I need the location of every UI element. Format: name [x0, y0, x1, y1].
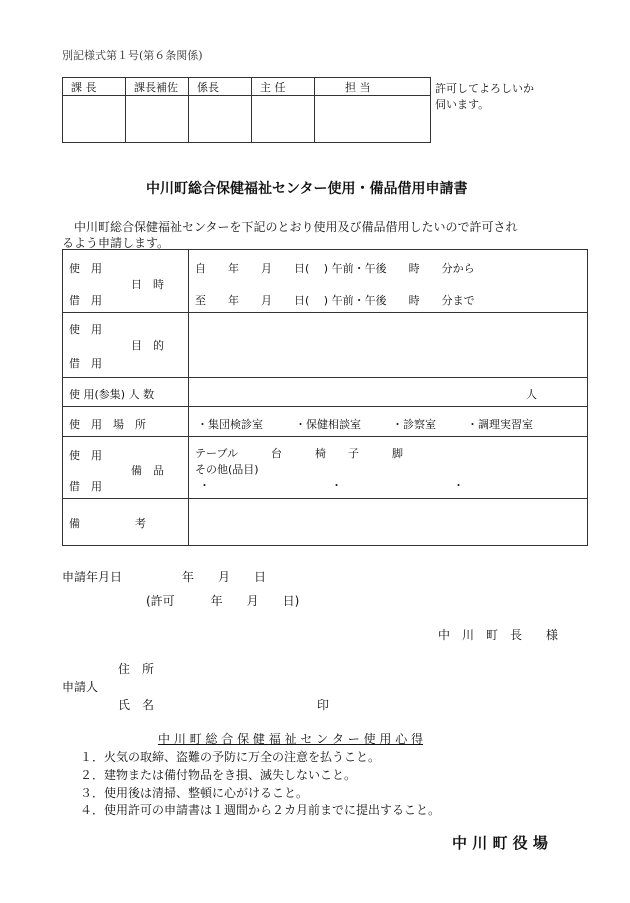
label: 使 用	[69, 262, 102, 275]
rules-title: 中 川 町 総 合 保 健 福 祉 セ ン タ ー 使 用 心 得	[158, 732, 424, 746]
rule-item: ３．使用後は清掃、整頓に心がけること。	[80, 786, 309, 800]
intro-line1: 中川町総合保健福祉センターを下記のとおり使用及び備品借用したいので許可され	[74, 220, 518, 234]
rule-item: ４．使用許可の申請書は１週間から２カ月前までに提出すること。	[80, 803, 441, 817]
label: 日 時	[131, 278, 164, 291]
label: 使 用(参集) 人 数	[69, 388, 155, 401]
row-datetime	[63, 250, 588, 313]
label: 備 品	[131, 464, 164, 477]
application-table	[62, 249, 588, 546]
seal-mark: 印	[317, 698, 330, 712]
label: 備 考	[69, 517, 146, 530]
approval-header: 担 当	[315, 78, 431, 96]
rule-item: １．火気の取締、盗難の予防に万全の注意を払うこと。	[80, 750, 381, 764]
approval-stamp-box	[126, 96, 189, 143]
approval-header: 課 長	[63, 78, 126, 96]
addressee: 中 川 町 長 様	[438, 628, 559, 642]
datetime-from-field[interactable]: 自 年 月 日( ) 午前・午後 時 分から	[195, 262, 475, 275]
form-number: 別記様式第１号(第６条関係)	[62, 49, 203, 62]
row-remarks	[63, 499, 588, 546]
applicant-address-label: 住 所	[118, 662, 155, 676]
approval-stamp-table	[62, 77, 431, 143]
applicant-name-label: 氏 名	[118, 698, 155, 712]
rule-item: ２．建物または備付物品をき損、滅失しないこと。	[80, 768, 357, 782]
remarks-field[interactable]	[189, 499, 588, 546]
label: 目 的	[131, 339, 164, 352]
purpose-field[interactable]	[189, 313, 588, 378]
label: 使 用 場 所	[69, 418, 146, 431]
approval-header: 主 任	[252, 78, 315, 96]
approval-header: 係長	[189, 78, 252, 96]
label: 使 用	[69, 323, 102, 336]
label: 借 用	[69, 357, 102, 370]
equipment-bullet: ・	[453, 479, 464, 492]
approval-stamp-box	[63, 96, 126, 143]
row-purpose	[63, 313, 588, 378]
page-title: 中川町総合保健福祉センター使用・備品借用申請書	[146, 181, 468, 197]
row-count	[63, 378, 588, 407]
apply-date[interactable]: 申請年月日 年 月 日	[62, 570, 267, 584]
row-place	[63, 407, 588, 437]
count-field[interactable]	[189, 378, 588, 407]
count-unit: 人	[526, 388, 537, 401]
approval-stamp-box	[252, 96, 315, 143]
approval-note-line1: 許可してよろしいか	[435, 82, 534, 95]
place-option[interactable]: ・診察室	[392, 418, 436, 431]
row-equipment	[63, 437, 588, 499]
label: 使 用	[69, 449, 102, 462]
approval-note-line2: 伺います。	[435, 98, 490, 111]
label: 借 用	[69, 480, 102, 493]
place-option[interactable]: ・保健相談室	[295, 418, 361, 431]
equipment-line2: その他(品目)	[195, 463, 259, 476]
place-option[interactable]: ・集団検診室	[197, 418, 263, 431]
equipment-bullet: ・	[199, 479, 210, 492]
equipment-bullet: ・	[331, 479, 342, 492]
place-option[interactable]: ・調理実習室	[467, 418, 533, 431]
datetime-to-field[interactable]: 至 年 月 日( ) 午前・午後 時 分まで	[195, 294, 475, 307]
equipment-line1: テーブル 台 椅 子 脚	[195, 447, 404, 460]
permit-date: (許可 年 月 日)	[146, 594, 300, 608]
approval-header: 課長補佐	[126, 78, 189, 96]
approval-stamp-box	[189, 96, 252, 143]
label: 借 用	[69, 294, 102, 307]
applicant-label: 申請人	[62, 680, 99, 694]
intro-line2: るよう申請します。	[62, 236, 170, 250]
issuer: 中 川 町 役 場	[452, 834, 548, 852]
approval-stamp-box	[315, 96, 431, 143]
equipment-field[interactable]	[189, 437, 588, 499]
